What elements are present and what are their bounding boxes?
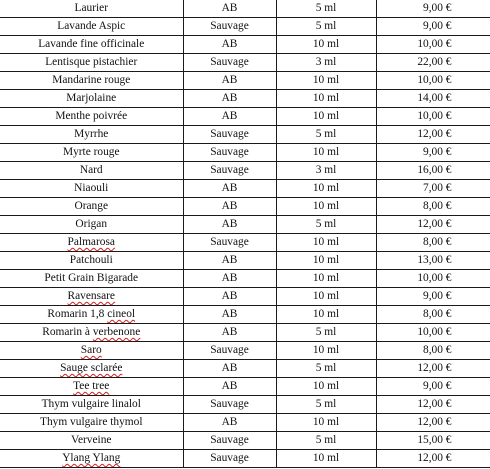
origin-cell bbox=[183, 108, 276, 126]
oil-name-cell-text: Thym vulgaire linalol bbox=[41, 398, 141, 410]
volume-cell-text: 10 ml bbox=[312, 254, 340, 266]
price-cell-text: 10,00 € bbox=[417, 74, 452, 86]
price-cell bbox=[376, 360, 490, 378]
oil-name-cell-text: Lentisque pistachier bbox=[45, 56, 138, 68]
volume-cell-text: 5 ml bbox=[315, 326, 337, 338]
oil-name-cell-text: Marjolaine bbox=[66, 92, 117, 104]
price-cell bbox=[376, 0, 490, 18]
origin-cell bbox=[183, 324, 276, 342]
price-cell-text: 12,00 € bbox=[417, 128, 452, 140]
oil-name-cell-text: Verveine bbox=[71, 434, 112, 446]
oil-name-cell bbox=[0, 342, 183, 360]
price-cell bbox=[376, 72, 490, 90]
origin-cell bbox=[183, 360, 276, 378]
volume-cell-text: 5 ml bbox=[315, 398, 337, 410]
oil-name-cell bbox=[0, 252, 183, 270]
origin-cell-text: Sauvage bbox=[210, 434, 249, 446]
origin-cell-text: AB bbox=[221, 290, 238, 302]
oil-name-cell bbox=[0, 36, 183, 54]
volume-cell-text: 10 ml bbox=[312, 92, 340, 104]
origin-cell-text: AB bbox=[221, 182, 238, 194]
table-row bbox=[0, 162, 490, 180]
volume-cell bbox=[276, 378, 376, 396]
table-row bbox=[0, 450, 490, 468]
origin-cell bbox=[183, 234, 276, 252]
origin-cell-text: AB bbox=[221, 380, 238, 392]
oil-name-cell-text: Orange bbox=[74, 200, 109, 212]
price-cell-text: 12,00 € bbox=[417, 218, 452, 230]
origin-cell bbox=[183, 90, 276, 108]
table-row bbox=[0, 72, 490, 90]
oil-name-cell-text: Lavande Aspic bbox=[57, 20, 126, 32]
price-cell bbox=[376, 396, 490, 414]
oil-name-cell bbox=[0, 306, 183, 324]
origin-cell bbox=[183, 216, 276, 234]
price-cell bbox=[376, 288, 490, 306]
spelling-mark: cineol bbox=[107, 308, 136, 320]
volume-cell bbox=[276, 180, 376, 198]
oil-name-cell bbox=[0, 162, 183, 180]
price-cell bbox=[376, 90, 490, 108]
oil-name-cell-text: Myrte rouge bbox=[62, 146, 120, 158]
price-cell bbox=[376, 108, 490, 126]
origin-cell-text: Sauvage bbox=[210, 146, 249, 158]
origin-cell-text: Sauvage bbox=[210, 20, 249, 32]
oil-name-cell-text: Tee tree bbox=[73, 380, 110, 392]
origin-cell-text: AB bbox=[221, 416, 238, 428]
origin-cell bbox=[183, 18, 276, 36]
table-row bbox=[0, 18, 490, 36]
volume-cell-text: 5 ml bbox=[315, 434, 337, 446]
origin-cell bbox=[183, 198, 276, 216]
table-row bbox=[0, 54, 490, 72]
price-cell bbox=[376, 252, 490, 270]
origin-cell-text: AB bbox=[221, 74, 238, 86]
table-row bbox=[0, 198, 490, 216]
origin-cell-text: AB bbox=[221, 326, 238, 338]
price-cell-text: 8,00 € bbox=[423, 344, 452, 356]
price-cell-text: 8,00 € bbox=[423, 236, 452, 248]
price-cell-text: 9,00 € bbox=[423, 20, 452, 32]
table-row bbox=[0, 378, 490, 396]
volume-cell bbox=[276, 162, 376, 180]
volume-cell bbox=[276, 450, 376, 468]
oil-name-cell bbox=[0, 126, 183, 144]
origin-cell-text: AB bbox=[221, 218, 238, 230]
oil-name-cell-text: Romarin 1,8 cineol bbox=[47, 308, 136, 320]
volume-cell bbox=[276, 0, 376, 18]
price-cell-text: 12,00 € bbox=[417, 416, 452, 428]
table-row bbox=[0, 360, 490, 378]
origin-cell-text: Sauvage bbox=[210, 236, 249, 248]
origin-cell bbox=[183, 342, 276, 360]
origin-cell-text: Sauvage bbox=[210, 452, 249, 464]
volume-cell-text: 10 ml bbox=[312, 182, 340, 194]
volume-cell-text: 5 ml bbox=[315, 128, 337, 140]
oil-name-cell bbox=[0, 216, 183, 234]
volume-cell bbox=[276, 18, 376, 36]
oil-name-cell bbox=[0, 360, 183, 378]
origin-cell-text: Sauvage bbox=[210, 344, 249, 356]
price-cell bbox=[376, 144, 490, 162]
table-row bbox=[0, 180, 490, 198]
table-row bbox=[0, 216, 490, 234]
volume-cell-text: 10 ml bbox=[312, 452, 340, 464]
origin-cell bbox=[183, 432, 276, 450]
oil-name-cell bbox=[0, 144, 183, 162]
oil-name-cell bbox=[0, 18, 183, 36]
origin-cell-text: AB bbox=[221, 272, 238, 284]
oil-name-cell bbox=[0, 72, 183, 90]
oil-name-cell bbox=[0, 0, 183, 18]
price-cell-text: 9,00 € bbox=[423, 380, 452, 392]
oil-name-cell bbox=[0, 288, 183, 306]
volume-cell bbox=[276, 108, 376, 126]
origin-cell-text: AB bbox=[221, 200, 238, 212]
price-cell bbox=[376, 180, 490, 198]
oil-name-cell-text: Palmarosa bbox=[67, 236, 115, 248]
price-cell-text: 8,00 € bbox=[423, 200, 452, 212]
volume-cell-text: 10 ml bbox=[312, 236, 340, 248]
volume-cell bbox=[276, 36, 376, 54]
origin-cell-text: AB bbox=[221, 2, 238, 14]
volume-cell bbox=[276, 306, 376, 324]
table-row bbox=[0, 414, 490, 432]
price-cell bbox=[376, 198, 490, 216]
volume-cell bbox=[276, 396, 376, 414]
origin-cell bbox=[183, 54, 276, 72]
price-cell-text: 10,00 € bbox=[417, 326, 452, 338]
origin-cell-text: AB bbox=[221, 254, 238, 266]
origin-cell-text: AB bbox=[221, 110, 238, 122]
volume-cell bbox=[276, 144, 376, 162]
oil-name-cell-text: Origan bbox=[75, 218, 108, 230]
table-row bbox=[0, 90, 490, 108]
price-cell-text: 13,00 € bbox=[417, 254, 452, 266]
origin-cell-text: Sauvage bbox=[210, 398, 249, 410]
origin-cell-text: AB bbox=[221, 38, 238, 50]
oil-name-cell bbox=[0, 324, 183, 342]
oil-name-cell bbox=[0, 270, 183, 288]
table-row bbox=[0, 144, 490, 162]
spelling-mark: verbenone bbox=[92, 326, 141, 338]
price-cell-text: 15,00 € bbox=[417, 434, 452, 446]
volume-cell bbox=[276, 432, 376, 450]
oil-name-cell-text: Mandarine rouge bbox=[52, 74, 131, 86]
oil-name-cell-text: Petit Grain Bigarade bbox=[44, 272, 139, 284]
volume-cell bbox=[276, 360, 376, 378]
volume-cell-text: 10 ml bbox=[312, 308, 340, 320]
oil-name-cell-text: Menthe poivrée bbox=[55, 110, 128, 122]
volume-cell-text: 5 ml bbox=[315, 20, 337, 32]
oil-name-cell bbox=[0, 54, 183, 72]
price-cell bbox=[376, 270, 490, 288]
oil-name-cell bbox=[0, 90, 183, 108]
volume-cell-text: 10 ml bbox=[312, 200, 340, 212]
volume-cell-text: 10 ml bbox=[312, 38, 340, 50]
price-cell-text: 12,00 € bbox=[417, 398, 452, 410]
table-row bbox=[0, 288, 490, 306]
price-cell bbox=[376, 18, 490, 36]
price-cell bbox=[376, 36, 490, 54]
table-row bbox=[0, 36, 490, 54]
origin-cell-text: Sauvage bbox=[210, 56, 249, 68]
price-cell bbox=[376, 342, 490, 360]
volume-cell bbox=[276, 342, 376, 360]
oil-name-cell-text: Nard bbox=[79, 164, 103, 176]
origin-cell-text: Sauvage bbox=[210, 164, 249, 176]
price-cell bbox=[376, 162, 490, 180]
price-cell bbox=[376, 306, 490, 324]
origin-cell bbox=[183, 414, 276, 432]
origin-cell-text: AB bbox=[221, 92, 238, 104]
volume-cell bbox=[276, 234, 376, 252]
price-cell-text: 14,00 € bbox=[417, 92, 452, 104]
price-cell bbox=[376, 216, 490, 234]
oil-name-cell-text: Laurier bbox=[74, 2, 108, 14]
volume-cell-text: 10 ml bbox=[312, 380, 340, 392]
table-row bbox=[0, 270, 490, 288]
price-cell bbox=[376, 450, 490, 468]
origin-cell bbox=[183, 144, 276, 162]
price-cell-text: 9,00 € bbox=[423, 290, 452, 302]
origin-cell bbox=[183, 36, 276, 54]
price-cell-text: 16,00 € bbox=[417, 164, 452, 176]
origin-cell bbox=[183, 126, 276, 144]
volume-cell bbox=[276, 414, 376, 432]
volume-cell-text: 10 ml bbox=[312, 344, 340, 356]
volume-cell-text: 10 ml bbox=[312, 74, 340, 86]
price-cell bbox=[376, 378, 490, 396]
oil-name-cell-text: Myrrhe bbox=[74, 128, 109, 140]
origin-cell-text: Sauvage bbox=[210, 128, 249, 140]
price-cell-text: 22,00 € bbox=[417, 56, 452, 68]
oil-name-cell-text: Lavande fine officinale bbox=[38, 38, 145, 50]
volume-cell-text: 5 ml bbox=[315, 362, 337, 374]
origin-cell bbox=[183, 252, 276, 270]
oil-name-cell-text: Thym vulgaire thymol bbox=[40, 416, 143, 428]
table-row bbox=[0, 0, 490, 18]
table-row bbox=[0, 396, 490, 414]
oil-name-cell bbox=[0, 108, 183, 126]
volume-cell bbox=[276, 72, 376, 90]
volume-cell bbox=[276, 216, 376, 234]
oil-name-cell bbox=[0, 198, 183, 216]
price-cell bbox=[376, 324, 490, 342]
volume-cell bbox=[276, 252, 376, 270]
table-row bbox=[0, 252, 490, 270]
oil-name-cell-text: Niaouli bbox=[74, 182, 109, 194]
oil-name-cell bbox=[0, 180, 183, 198]
price-cell-text: 10,00 € bbox=[417, 38, 452, 50]
price-cell bbox=[376, 432, 490, 450]
origin-cell bbox=[183, 162, 276, 180]
oil-name-cell bbox=[0, 396, 183, 414]
volume-cell bbox=[276, 198, 376, 216]
volume-cell-text: 5 ml bbox=[315, 2, 337, 14]
volume-cell-text: 10 ml bbox=[312, 146, 340, 158]
table-row bbox=[0, 126, 490, 144]
price-cell-text: 8,00 € bbox=[423, 308, 452, 320]
oil-name-cell bbox=[0, 432, 183, 450]
origin-cell bbox=[183, 180, 276, 198]
price-cell-text: 10,00 € bbox=[417, 272, 452, 284]
oil-name-cell-text: Patchouli bbox=[69, 254, 113, 266]
origin-cell-text: AB bbox=[221, 308, 238, 320]
table-row bbox=[0, 324, 490, 342]
origin-cell bbox=[183, 306, 276, 324]
price-cell bbox=[376, 126, 490, 144]
volume-cell bbox=[276, 90, 376, 108]
oil-name-cell bbox=[0, 378, 183, 396]
origin-cell bbox=[183, 288, 276, 306]
origin-cell bbox=[183, 396, 276, 414]
table-row bbox=[0, 108, 490, 126]
volume-cell-text: 3 ml bbox=[315, 56, 337, 68]
volume-cell bbox=[276, 324, 376, 342]
volume-cell-text: 10 ml bbox=[312, 416, 340, 428]
price-cell bbox=[376, 414, 490, 432]
table-row bbox=[0, 432, 490, 450]
volume-cell-text: 5 ml bbox=[315, 218, 337, 230]
volume-cell-text: 10 ml bbox=[312, 110, 340, 122]
volume-cell-text: 3 ml bbox=[315, 164, 337, 176]
table-row bbox=[0, 342, 490, 360]
price-cell-text: 9,00 € bbox=[423, 146, 452, 158]
oil-name-cell bbox=[0, 450, 183, 468]
oil-name-cell-text: Ylang Ylang bbox=[62, 452, 121, 464]
oil-name-cell-text: Saro bbox=[80, 344, 102, 356]
oil-name-cell bbox=[0, 414, 183, 432]
oil-name-cell-text: Sauge sclarée bbox=[60, 362, 123, 374]
price-cell bbox=[376, 234, 490, 252]
volume-cell-text: 10 ml bbox=[312, 272, 340, 284]
volume-cell bbox=[276, 270, 376, 288]
origin-cell bbox=[183, 270, 276, 288]
volume-cell bbox=[276, 288, 376, 306]
oil-name-cell-text: Romarin à verbenone bbox=[42, 326, 141, 338]
price-cell-text: 12,00 € bbox=[417, 452, 452, 464]
origin-cell bbox=[183, 72, 276, 90]
price-cell bbox=[376, 54, 490, 72]
table-row bbox=[0, 306, 490, 324]
origin-cell bbox=[183, 0, 276, 18]
volume-cell bbox=[276, 54, 376, 72]
price-cell-text: 9,00 € bbox=[423, 2, 452, 14]
origin-cell-text: AB bbox=[221, 362, 238, 374]
oil-name-cell-text: Ravensare bbox=[67, 290, 115, 302]
table-row bbox=[0, 234, 490, 252]
price-cell-text: 12,00 € bbox=[417, 362, 452, 374]
volume-cell bbox=[276, 126, 376, 144]
price-cell-text: 7,00 € bbox=[423, 182, 452, 194]
oil-name-cell bbox=[0, 234, 183, 252]
origin-cell bbox=[183, 450, 276, 468]
volume-cell-text: 10 ml bbox=[312, 290, 340, 302]
origin-cell bbox=[183, 378, 276, 396]
price-cell-text: 10,00 € bbox=[417, 110, 452, 122]
